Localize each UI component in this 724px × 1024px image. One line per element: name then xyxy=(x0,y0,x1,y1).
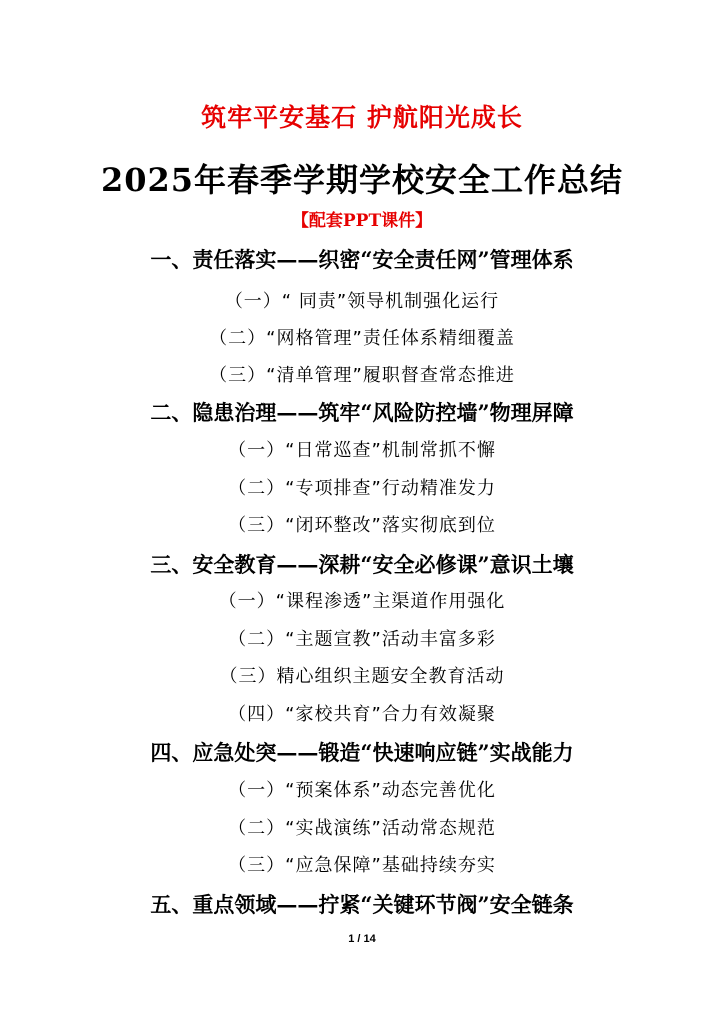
document-subtitle: 筑牢平安基石 护航阳光成长 xyxy=(201,103,523,132)
section-heading: 四、应急处突——锻造“快速响应链”实战能力 xyxy=(150,740,574,765)
section-item: （三）“清单管理”履职督查常态推进 xyxy=(209,365,515,386)
section-item: （一）“预案体系”动态完善优化 xyxy=(228,780,496,801)
section-heading: 五、重点领域——拧紧“关键环节阀”安全链条 xyxy=(150,892,574,917)
section-heading: 二、隐患治理——筑牢“风险防控墙”物理屏障 xyxy=(150,400,574,425)
document-title: 2025年春季学期学校安全工作总结 xyxy=(100,161,624,199)
section-item: （二）“实战演练”活动常态规范 xyxy=(228,818,496,839)
section-item: （四）“家校共育”合力有效凝聚 xyxy=(228,704,496,725)
section-item: （三）“应急保障”基础持续夯实 xyxy=(228,855,496,876)
section-heading: 三、安全教育——深耕“安全必修课”意识土壤 xyxy=(150,552,574,577)
section-item: （三）“闭环整改”落实彻底到位 xyxy=(228,515,496,536)
section-item: （二）“专项排查”行动精准发力 xyxy=(228,478,496,499)
section-item: （二）“主题宣教”活动丰富多彩 xyxy=(228,629,496,650)
page-number: 1 / 14 xyxy=(348,933,376,945)
section-item: （一）“日常巡查”机制常抓不懈 xyxy=(228,440,496,461)
section-heading: 一、责任落实——织密“安全责任网”管理体系 xyxy=(150,247,574,272)
section-item: （二）“网格管理”责任体系精细覆盖 xyxy=(209,328,515,349)
ppt-note: 【配套PPT课件】 xyxy=(291,211,433,231)
section-item: （三）精心组织主题安全教育活动 xyxy=(219,666,505,687)
section-item: （一）“课程渗透”主渠道作用强化 xyxy=(218,591,506,612)
section-item: （一）“ 同责”领导机制强化运行 xyxy=(224,291,500,312)
